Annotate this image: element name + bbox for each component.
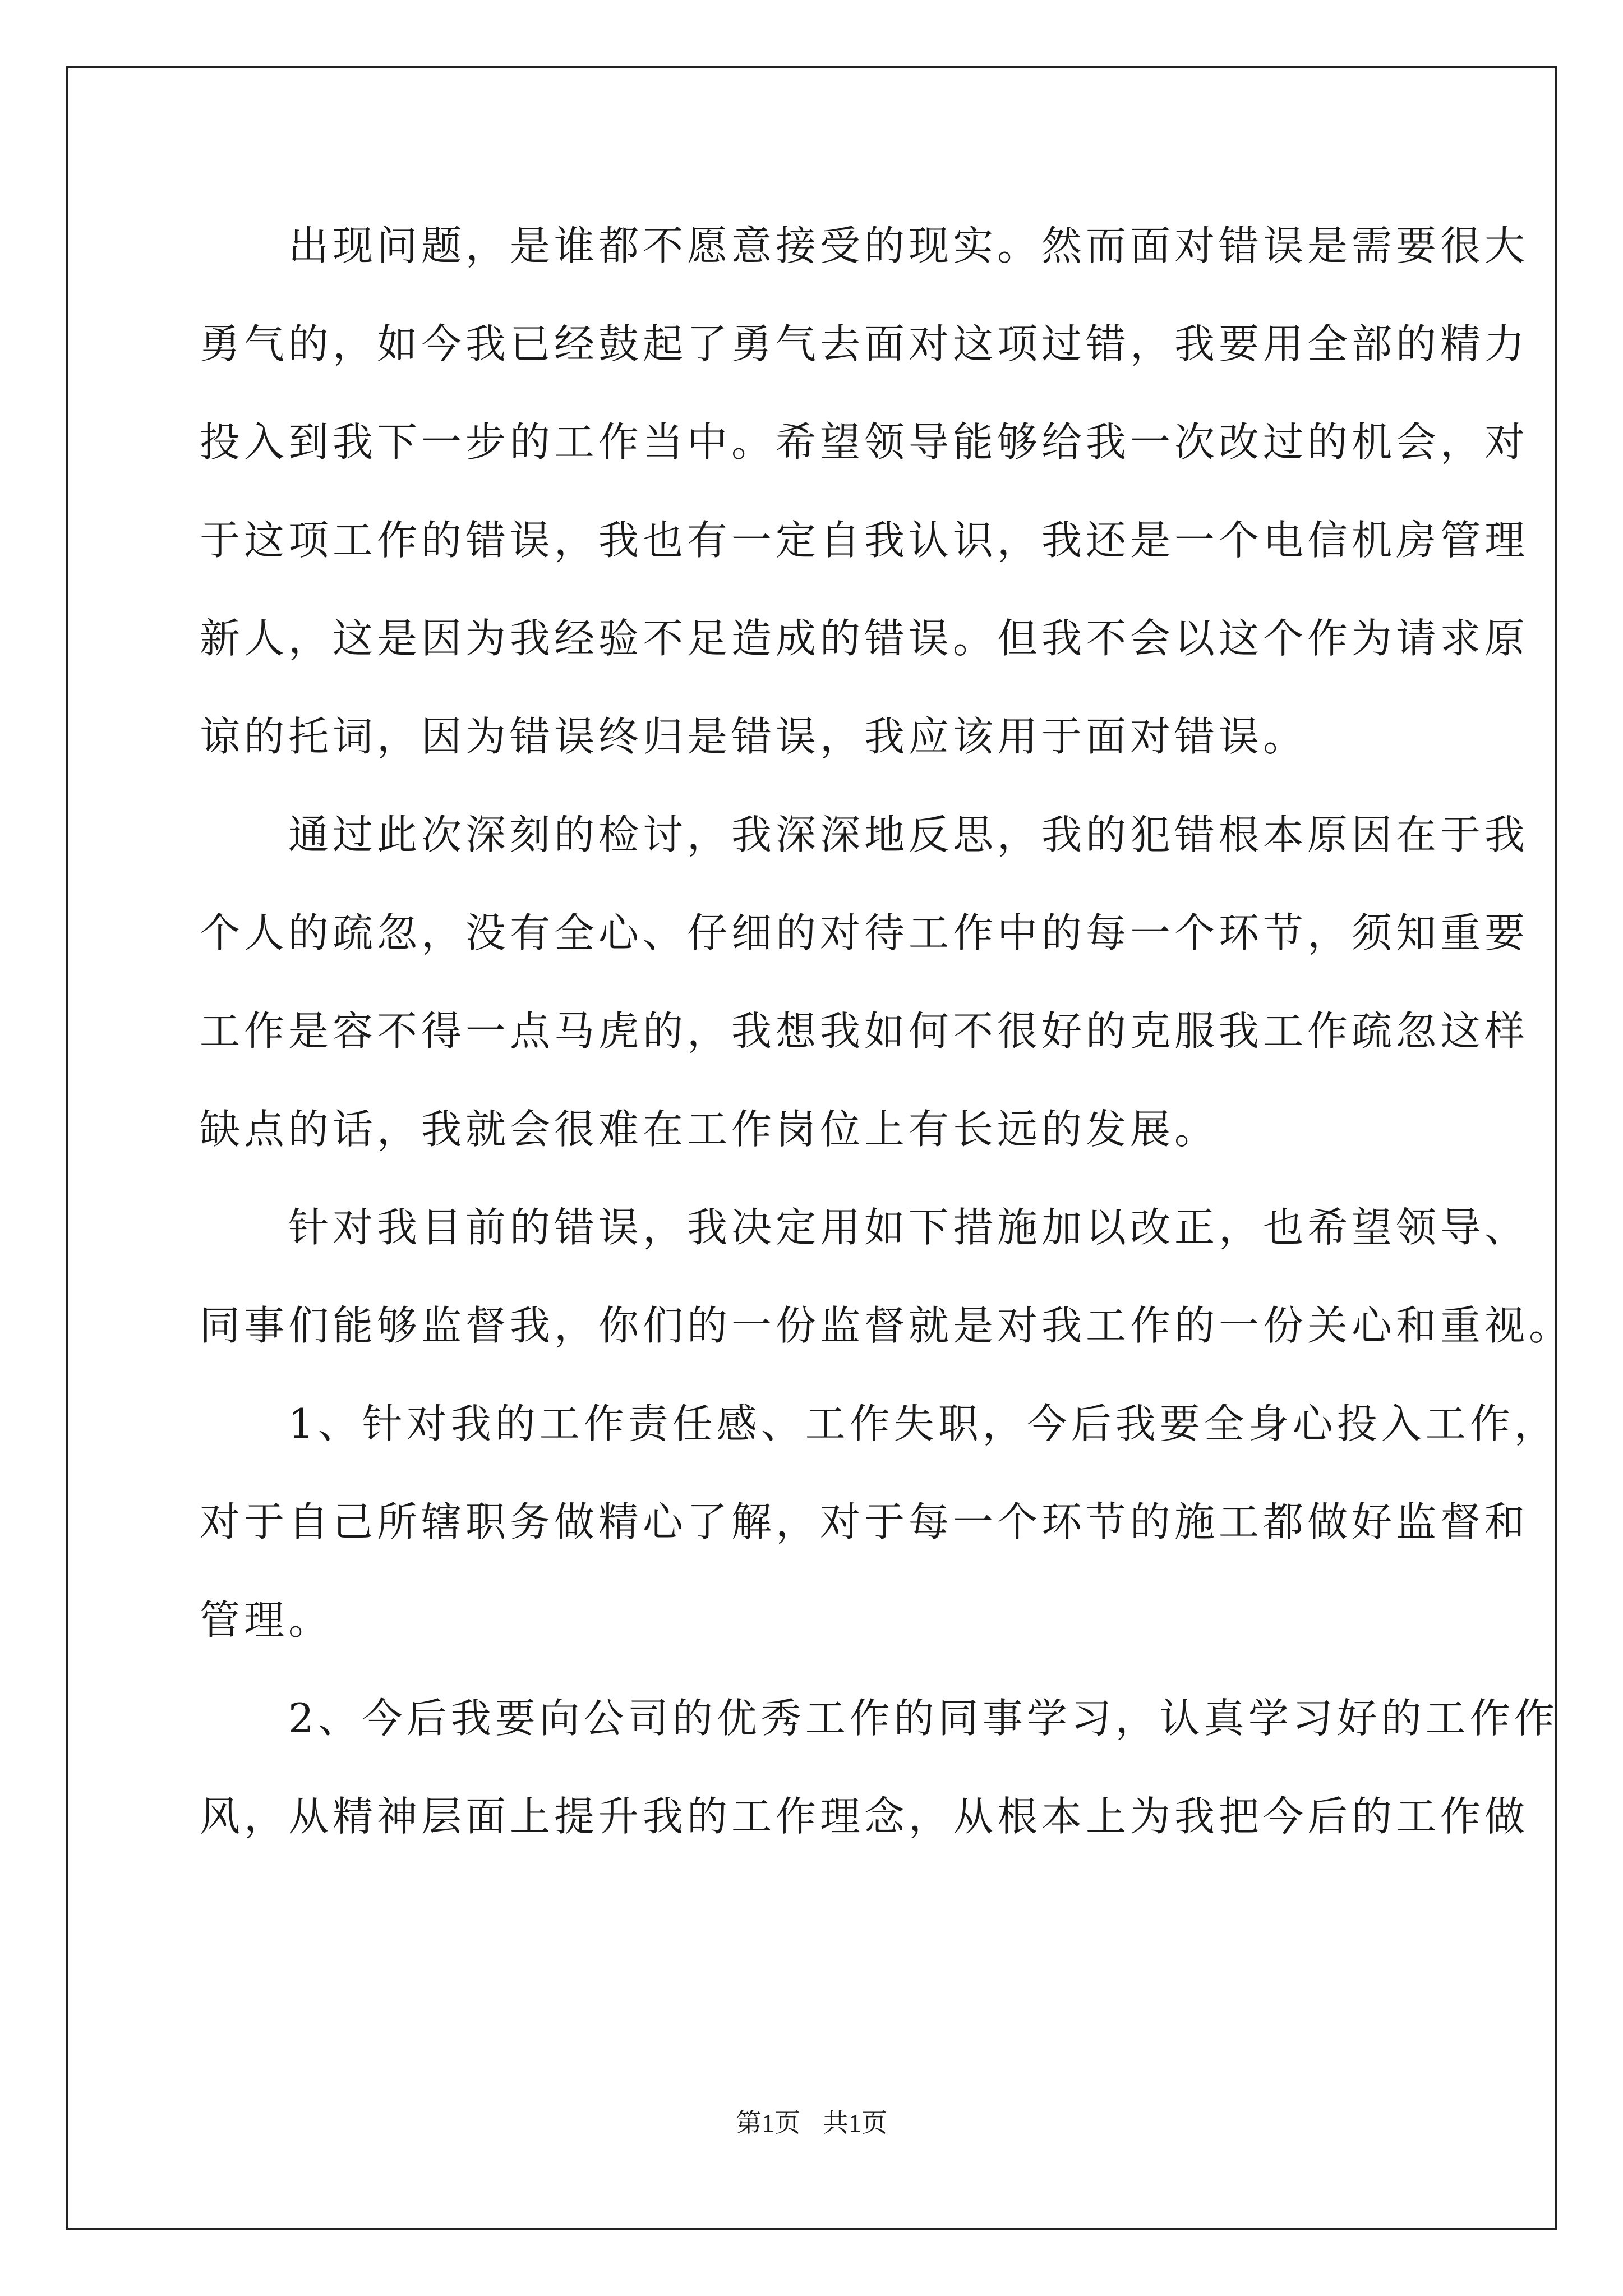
text-line: 2、今后我要向公司的优秀工作的同事学习，认真学习好的工作作	[200, 1695, 1559, 1742]
text-line: 于这项工作的错误，我也有一定自我认识，我还是一个电信机房管理	[200, 517, 1529, 564]
text-line: 对于自己所辖职务做精心了解，对于每一个环节的施工都做好监督和	[200, 1498, 1529, 1545]
text-line: 个人的疏忽，没有全心、仔细的对待工作中的每一个环节，须知重要	[200, 909, 1529, 956]
text-line: 针对我目前的错误，我决定用如下措施加以改正，也希望领导、	[200, 1204, 1529, 1251]
text-line: 投入到我下一步的工作当中。希望领导能够给我一次改过的机会，对	[200, 418, 1529, 466]
text-line: 通过此次深刻的检讨，我深深地反思，我的犯错根本原因在于我	[200, 811, 1529, 858]
text-line: 管理。	[200, 1596, 333, 1644]
text-line: 勇气的，如今我已经鼓起了勇气去面对这项过错，我要用全部的精力	[200, 320, 1529, 367]
text-line: 出现问题，是谁都不愿意接受的现实。然而面对错误是需要很大	[200, 222, 1529, 269]
page-number: 第1页	[736, 2109, 800, 2137]
text-line: 同事们能够监督我，你们的一份监督就是对我工作的一份关心和重视。	[200, 1302, 1574, 1349]
text-line: 新人，这是因为我经验不足造成的错误。但我不会以这个作为请求原	[200, 615, 1529, 662]
document-body	[200, 218, 1574, 1887]
text-line: 1、针对我的工作责任感、工作失职，今后我要全身心投入工作，	[200, 1400, 1559, 1447]
text-line: 谅的托词，因为错误终归是错误，我应该用于面对错误。	[200, 713, 1308, 760]
page-footer	[0, 2106, 1623, 2140]
text-line: 风，从精神层面上提升我的工作理念，从根本上为我把今后的工作做	[200, 1793, 1529, 1840]
text-line: 工作是容不得一点马虎的，我想我如何不很好的克服我工作疏忽这样	[200, 1007, 1529, 1055]
page-count: 共1页	[823, 2109, 887, 2137]
text-line: 缺点的话，我就会很难在工作岗位上有长远的发展。	[200, 1106, 1219, 1153]
